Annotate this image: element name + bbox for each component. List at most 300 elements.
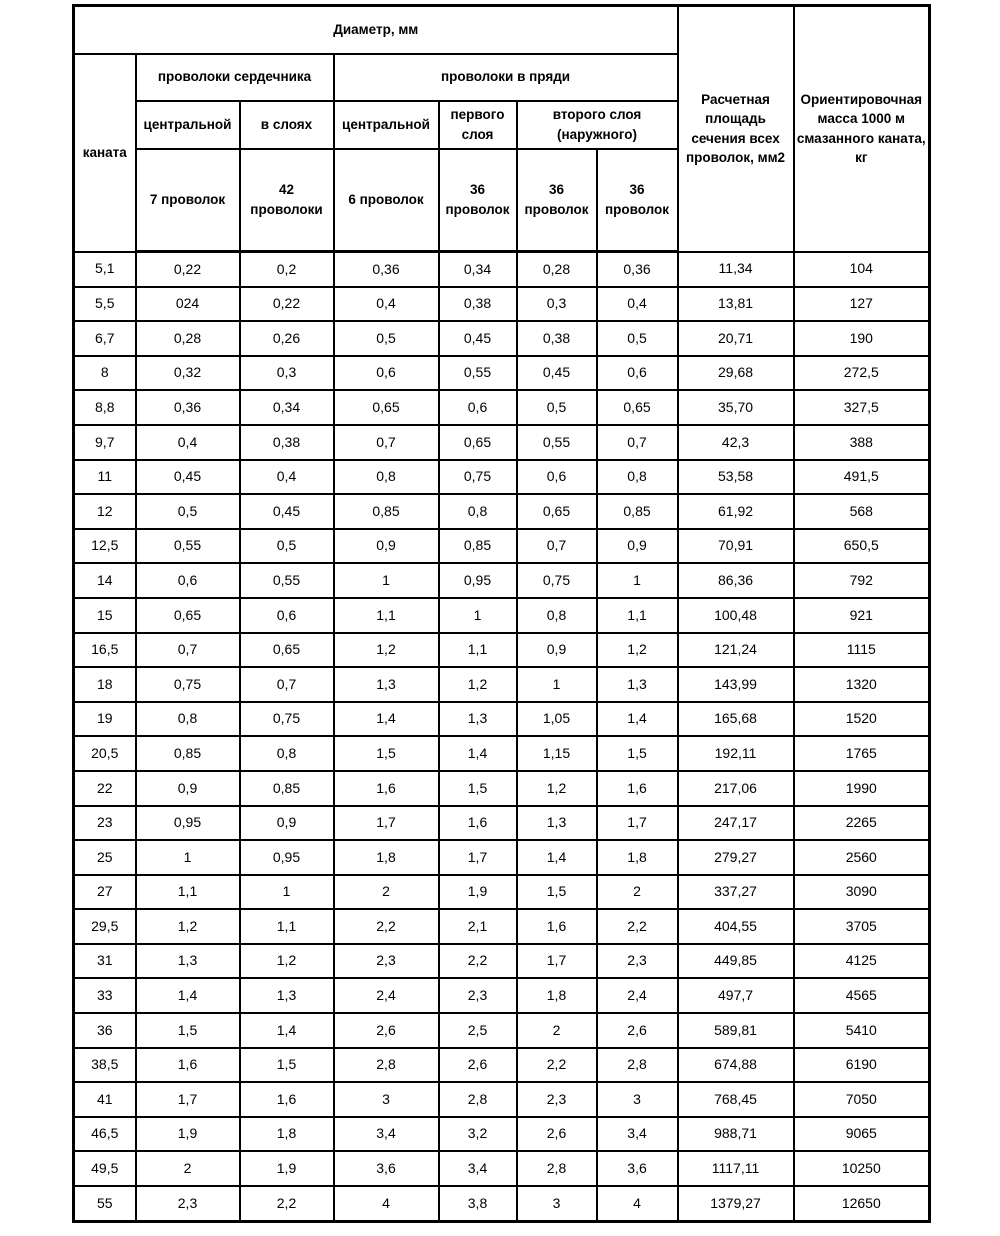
table-cell: 1765	[794, 736, 930, 771]
header-strand-second-layer-count-2: 36 проволок	[597, 149, 678, 252]
table-cell: 0,9	[136, 771, 240, 806]
table-cell: 104	[794, 252, 930, 287]
table-cell: 0,55	[136, 529, 240, 564]
table-cell: 31	[74, 944, 136, 979]
table-cell: 3,8	[439, 1186, 517, 1221]
table-cell: 2,4	[597, 978, 678, 1013]
table-cell: 1,6	[517, 909, 597, 944]
table-cell: 0,3	[517, 287, 597, 322]
table-cell: 1,4	[240, 1013, 334, 1048]
table-cell: 024	[136, 287, 240, 322]
table-cell: 0,45	[517, 356, 597, 391]
table-cell: 0,4	[597, 287, 678, 322]
wire-rope-spec-table-container	[72, 4, 931, 1223]
table-cell: 13,81	[678, 287, 794, 322]
table-cell: 7050	[794, 1082, 930, 1117]
table-cell: 1,2	[517, 771, 597, 806]
table-cell: 10250	[794, 1151, 930, 1186]
table-cell: 1,8	[240, 1117, 334, 1152]
table-cell: 1,1	[597, 598, 678, 633]
table-cell: 2,6	[334, 1013, 439, 1048]
table-cell: 1,1	[240, 909, 334, 944]
table-cell: 0,75	[136, 667, 240, 702]
table-cell: 921	[794, 598, 930, 633]
table-cell: 2,5	[439, 1013, 517, 1048]
table-cell: 1,1	[439, 633, 517, 668]
table-cell: 0,8	[334, 460, 439, 495]
table-cell: 1	[136, 840, 240, 875]
table-row	[74, 806, 930, 841]
table-cell: 0,7	[517, 529, 597, 564]
table-cell: 1,8	[517, 978, 597, 1013]
table-cell: 272,5	[794, 356, 930, 391]
table-cell: 14	[74, 563, 136, 598]
table-cell: 0,55	[240, 563, 334, 598]
table-cell: 1,15	[517, 736, 597, 771]
table-cell: 1,7	[597, 806, 678, 841]
table-cell: 768,45	[678, 1082, 794, 1117]
table-cell: 0,8	[439, 494, 517, 529]
header-core-in-layers-count: 42 проволоки	[240, 149, 334, 252]
table-cell: 1,2	[334, 633, 439, 668]
table-cell: 1,7	[136, 1082, 240, 1117]
table-cell: 2,3	[517, 1082, 597, 1117]
table-cell: 1,5	[240, 1048, 334, 1083]
table-cell: 12	[74, 494, 136, 529]
table-cell: 0,38	[240, 425, 334, 460]
table-row	[74, 494, 930, 529]
table-cell: 0,85	[597, 494, 678, 529]
table-cell: 1,3	[517, 806, 597, 841]
table-cell: 0,6	[240, 598, 334, 633]
table-cell: 0,5	[334, 321, 439, 356]
table-cell: 22	[74, 771, 136, 806]
table-cell: 20,71	[678, 321, 794, 356]
table-cell: 0,8	[240, 736, 334, 771]
table-cell: 0,45	[240, 494, 334, 529]
table-cell: 279,27	[678, 840, 794, 875]
table-cell: 20,5	[74, 736, 136, 771]
table-row	[74, 287, 930, 322]
table-cell: 4	[334, 1186, 439, 1221]
table-cell: 0,7	[240, 667, 334, 702]
table-cell: 36	[74, 1013, 136, 1048]
table-cell: 8,8	[74, 390, 136, 425]
table-cell: 0,4	[334, 287, 439, 322]
table-cell: 6190	[794, 1048, 930, 1083]
header-area-column: Расчетная площадь сечения всех проволок, мм2	[678, 6, 794, 252]
table-cell: 0,2	[240, 252, 334, 287]
table-cell: 3	[597, 1082, 678, 1117]
table-cell: 4565	[794, 978, 930, 1013]
table-cell: 404,55	[678, 909, 794, 944]
table-cell: 0,65	[334, 390, 439, 425]
table-cell: 1,9	[136, 1117, 240, 1152]
table-cell: 0,7	[136, 633, 240, 668]
table-cell: 2,1	[439, 909, 517, 944]
table-row	[74, 1186, 930, 1221]
table-cell: 41	[74, 1082, 136, 1117]
table-cell: 0,65	[597, 390, 678, 425]
table-row	[74, 909, 930, 944]
table-cell: 4125	[794, 944, 930, 979]
table-cell: 3,4	[334, 1117, 439, 1152]
table-cell: 0,26	[240, 321, 334, 356]
table-cell: 29,5	[74, 909, 136, 944]
header-strand-central: центральной	[334, 101, 439, 149]
table-cell: 0,85	[334, 494, 439, 529]
table-cell: 1,6	[334, 771, 439, 806]
table-cell: 1,2	[136, 909, 240, 944]
table-cell: 1,2	[597, 633, 678, 668]
table-cell: 35,70	[678, 390, 794, 425]
table-cell: 0,8	[517, 598, 597, 633]
table-cell: 8	[74, 356, 136, 391]
header-rope-column: каната	[74, 54, 136, 252]
table-cell: 0,65	[240, 633, 334, 668]
table-cell: 988,71	[678, 1117, 794, 1152]
table-cell: 1,6	[439, 806, 517, 841]
table-cell: 337,27	[678, 875, 794, 910]
table-cell: 0,6	[439, 390, 517, 425]
table-cell: 0,75	[240, 702, 334, 737]
table-cell: 1,1	[136, 875, 240, 910]
table-cell: 0,5	[136, 494, 240, 529]
table-cell: 2560	[794, 840, 930, 875]
table-cell: 0,8	[136, 702, 240, 737]
table-cell: 0,75	[517, 563, 597, 598]
table-cell: 0,85	[240, 771, 334, 806]
table-cell: 1320	[794, 667, 930, 702]
table-cell: 0,5	[597, 321, 678, 356]
table-cell: 3705	[794, 909, 930, 944]
header-strand-wires-group: проволоки в пряди	[334, 54, 678, 101]
table-row	[74, 667, 930, 702]
table-cell: 46,5	[74, 1117, 136, 1152]
table-cell: 127	[794, 287, 930, 322]
header-strand-central-count: 6 проволок	[334, 149, 439, 252]
table-cell: 1,6	[240, 1082, 334, 1117]
table-cell: 4	[597, 1186, 678, 1221]
table-cell: 1,6	[136, 1048, 240, 1083]
table-cell: 100,48	[678, 598, 794, 633]
table-cell: 2	[517, 1013, 597, 1048]
table-cell: 0,9	[597, 529, 678, 564]
table-cell: 1,2	[439, 667, 517, 702]
table-cell: 0,9	[517, 633, 597, 668]
table-cell: 165,68	[678, 702, 794, 737]
table-cell: 1990	[794, 771, 930, 806]
table-cell: 0,6	[517, 460, 597, 495]
table-cell: 3,2	[439, 1117, 517, 1152]
table-header	[74, 6, 930, 252]
table-cell: 0,6	[136, 563, 240, 598]
table-cell: 121,24	[678, 633, 794, 668]
table-cell: 0,28	[136, 321, 240, 356]
table-cell: 3,4	[597, 1117, 678, 1152]
table-cell: 11	[74, 460, 136, 495]
table-cell: 2	[334, 875, 439, 910]
table-cell: 1,2	[240, 944, 334, 979]
table-cell: 0,34	[439, 252, 517, 287]
table-cell: 0,36	[136, 390, 240, 425]
table-cell: 2,6	[597, 1013, 678, 1048]
table-cell: 327,5	[794, 390, 930, 425]
table-row	[74, 1151, 930, 1186]
table-cell: 2,3	[136, 1186, 240, 1221]
table-cell: 1,3	[136, 944, 240, 979]
header-core-wires-group: проволоки сердечника	[136, 54, 334, 101]
table-cell: 2,2	[597, 909, 678, 944]
table-cell: 0,34	[240, 390, 334, 425]
table-cell: 1,3	[597, 667, 678, 702]
table-cell: 5410	[794, 1013, 930, 1048]
table-row	[74, 840, 930, 875]
table-cell: 15	[74, 598, 136, 633]
table-cell: 1,5	[334, 736, 439, 771]
table-cell: 0,85	[136, 736, 240, 771]
table-row	[74, 529, 930, 564]
table-row	[74, 978, 930, 1013]
table-cell: 1,8	[334, 840, 439, 875]
table-row	[74, 563, 930, 598]
table-cell: 674,88	[678, 1048, 794, 1083]
table-cell: 0,85	[439, 529, 517, 564]
table-cell: 2,3	[334, 944, 439, 979]
table-cell: 0,9	[334, 529, 439, 564]
table-cell: 86,36	[678, 563, 794, 598]
table-cell: 1,4	[517, 840, 597, 875]
table-cell: 0,55	[517, 425, 597, 460]
table-cell: 0,22	[136, 252, 240, 287]
table-cell: 1	[334, 563, 439, 598]
table-cell: 0,3	[240, 356, 334, 391]
table-row	[74, 702, 930, 737]
table-cell: 0,65	[517, 494, 597, 529]
table-cell: 23	[74, 806, 136, 841]
table-cell: 1	[597, 563, 678, 598]
table-cell: 0,28	[517, 252, 597, 287]
table-cell: 29,68	[678, 356, 794, 391]
table-cell: 0,65	[439, 425, 517, 460]
table-row	[74, 460, 930, 495]
table-cell: 1,9	[240, 1151, 334, 1186]
header-mass-column: Ориентировочная масса 1000 м смазанного каната, кг	[794, 6, 930, 252]
table-cell: 1,1	[334, 598, 439, 633]
table-cell: 3090	[794, 875, 930, 910]
table-cell: 589,81	[678, 1013, 794, 1048]
table-cell: 449,85	[678, 944, 794, 979]
table-cell: 1117,11	[678, 1151, 794, 1186]
table-cell: 0,7	[597, 425, 678, 460]
table-cell: 3	[334, 1082, 439, 1117]
header-core-central-count: 7 проволок	[136, 149, 240, 252]
table-cell: 3,6	[597, 1151, 678, 1186]
table-cell: 0,4	[136, 425, 240, 460]
table-cell: 0,6	[597, 356, 678, 391]
table-cell: 2,2	[517, 1048, 597, 1083]
table-row	[74, 1082, 930, 1117]
table-cell: 2,8	[439, 1082, 517, 1117]
table-cell: 49,5	[74, 1151, 136, 1186]
table-row	[74, 598, 930, 633]
table-cell: 2,6	[439, 1048, 517, 1083]
table-cell: 3	[517, 1186, 597, 1221]
table-cell: 19	[74, 702, 136, 737]
table-cell: 143,99	[678, 667, 794, 702]
table-cell: 1520	[794, 702, 930, 737]
table-cell: 2,6	[517, 1117, 597, 1152]
table-cell: 0,5	[517, 390, 597, 425]
table-cell: 2,8	[517, 1151, 597, 1186]
table-cell: 0,95	[240, 840, 334, 875]
table-row	[74, 1048, 930, 1083]
table-cell: 1115	[794, 633, 930, 668]
table-cell: 497,7	[678, 978, 794, 1013]
table-cell: 5,1	[74, 252, 136, 287]
table-cell: 0,55	[439, 356, 517, 391]
table-row	[74, 736, 930, 771]
table-cell: 0,45	[439, 321, 517, 356]
table-cell: 1,7	[334, 806, 439, 841]
table-cell: 0,95	[439, 563, 517, 598]
table-row	[74, 321, 930, 356]
table-cell: 16,5	[74, 633, 136, 668]
table-cell: 650,5	[794, 529, 930, 564]
table-cell: 2,3	[597, 944, 678, 979]
table-cell: 70,91	[678, 529, 794, 564]
table-cell: 18	[74, 667, 136, 702]
table-row	[74, 390, 930, 425]
header-strand-second-layer: второго слоя (наружного)	[517, 101, 678, 149]
table-row	[74, 356, 930, 391]
table-cell: 792	[794, 563, 930, 598]
table-row	[74, 1117, 930, 1152]
table-cell: 0,36	[334, 252, 439, 287]
table-cell: 0,65	[136, 598, 240, 633]
table-cell: 2,4	[334, 978, 439, 1013]
table-row	[74, 771, 930, 806]
header-strand-first-layer: первого слоя	[439, 101, 517, 149]
table-cell: 1,4	[439, 736, 517, 771]
table-row	[74, 875, 930, 910]
table-cell: 217,06	[678, 771, 794, 806]
table-cell: 2	[597, 875, 678, 910]
table-cell: 33	[74, 978, 136, 1013]
table-cell: 0,32	[136, 356, 240, 391]
table-cell: 2,2	[439, 944, 517, 979]
table-cell: 1,4	[136, 978, 240, 1013]
header-strand-second-layer-count-1: 36 проволок	[517, 149, 597, 252]
table-cell: 0,22	[240, 287, 334, 322]
table-row	[74, 425, 930, 460]
table-cell: 0,38	[439, 287, 517, 322]
table-cell: 1,3	[334, 667, 439, 702]
table-cell: 568	[794, 494, 930, 529]
table-cell: 2265	[794, 806, 930, 841]
table-cell: 2,2	[240, 1186, 334, 1221]
table-cell: 53,58	[678, 460, 794, 495]
table-cell: 9,7	[74, 425, 136, 460]
header-core-central: центральной	[136, 101, 240, 149]
table-cell: 0,9	[240, 806, 334, 841]
header-diameter-group: Диаметр, мм	[74, 6, 678, 54]
table-cell: 1,7	[517, 944, 597, 979]
table-cell: 1,8	[597, 840, 678, 875]
table-cell: 42,3	[678, 425, 794, 460]
table-cell: 0,36	[597, 252, 678, 287]
table-cell: 1,7	[439, 840, 517, 875]
table-cell: 11,34	[678, 252, 794, 287]
table-cell: 1,5	[517, 875, 597, 910]
table-cell: 1	[439, 598, 517, 633]
table-cell: 1379,27	[678, 1186, 794, 1221]
table-cell: 1,4	[597, 702, 678, 737]
table-cell: 247,17	[678, 806, 794, 841]
table-cell: 0,75	[439, 460, 517, 495]
table-cell: 0,8	[597, 460, 678, 495]
table-cell: 0,38	[517, 321, 597, 356]
table-cell: 1,5	[439, 771, 517, 806]
table-cell: 0,6	[334, 356, 439, 391]
header-core-in-layers: в слоях	[240, 101, 334, 149]
table-cell: 6,7	[74, 321, 136, 356]
table-cell: 25	[74, 840, 136, 875]
table-cell: 27	[74, 875, 136, 910]
table-row	[74, 944, 930, 979]
wire-rope-spec-table	[72, 4, 931, 1223]
table-cell: 1,5	[136, 1013, 240, 1048]
table-cell: 12650	[794, 1186, 930, 1221]
table-cell: 0,7	[334, 425, 439, 460]
table-cell: 0,45	[136, 460, 240, 495]
table-cell: 2,3	[439, 978, 517, 1013]
table-cell: 2,8	[597, 1048, 678, 1083]
table-cell: 2	[136, 1151, 240, 1186]
table-cell: 12,5	[74, 529, 136, 564]
table-row	[74, 1013, 930, 1048]
table-cell: 1,3	[240, 978, 334, 1013]
table-cell: 0,4	[240, 460, 334, 495]
table-cell: 1,3	[439, 702, 517, 737]
table-cell: 3,4	[439, 1151, 517, 1186]
table-cell: 190	[794, 321, 930, 356]
table-cell: 1,4	[334, 702, 439, 737]
table-row	[74, 633, 930, 668]
table-cell: 1,05	[517, 702, 597, 737]
table-cell: 61,92	[678, 494, 794, 529]
table-cell: 1,5	[597, 736, 678, 771]
table-cell: 1	[517, 667, 597, 702]
table-cell: 9065	[794, 1117, 930, 1152]
header-row-1	[74, 6, 930, 54]
table-cell: 388	[794, 425, 930, 460]
table-cell: 1,9	[439, 875, 517, 910]
table-cell: 491,5	[794, 460, 930, 495]
table-cell: 5,5	[74, 287, 136, 322]
header-strand-first-layer-count: 36 проволок	[439, 149, 517, 252]
table-row	[74, 252, 930, 287]
table-cell: 1,6	[597, 771, 678, 806]
table-cell: 38,5	[74, 1048, 136, 1083]
table-cell: 1	[240, 875, 334, 910]
table-cell: 2,2	[334, 909, 439, 944]
table-cell: 3,6	[334, 1151, 439, 1186]
table-cell: 55	[74, 1186, 136, 1221]
table-cell: 2,8	[334, 1048, 439, 1083]
table-body	[74, 252, 930, 1222]
table-cell: 0,95	[136, 806, 240, 841]
